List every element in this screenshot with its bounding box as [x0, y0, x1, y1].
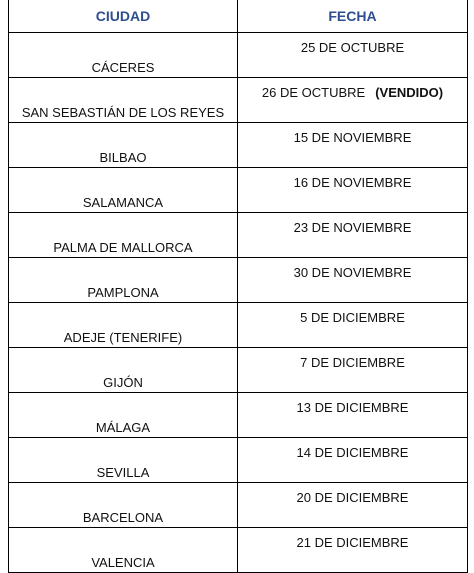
date-cell	[238, 483, 468, 528]
column-header-city: CIUDAD	[9, 0, 238, 33]
date-cell	[238, 528, 468, 573]
table-header	[9, 0, 468, 33]
date-cell	[238, 348, 468, 393]
date-text: 25 DE OCTUBRE	[300, 40, 405, 55]
date-text: 16 DE NOVIEMBRE	[293, 175, 412, 190]
table-row	[9, 33, 468, 78]
date-text: 14 DE DICIEMBRE	[296, 445, 409, 460]
date-text: 13 DE DICIEMBRE	[296, 400, 409, 415]
table-row	[9, 258, 468, 303]
city-cell: GIJÓN	[9, 348, 238, 393]
date-text: 21 DE DICIEMBRE	[296, 535, 409, 550]
date-text: 15 DE NOVIEMBRE	[293, 130, 412, 145]
date-cell	[238, 258, 468, 303]
table-row	[9, 348, 468, 393]
date-cell	[238, 168, 468, 213]
city-cell: PAMPLONA	[9, 258, 238, 303]
date-cell	[238, 303, 468, 348]
header-row	[9, 0, 468, 33]
city-cell: SAN SEBASTIÁN DE LOS REYES	[9, 78, 238, 123]
city-cell: ADEJE (TENERIFE)	[9, 303, 238, 348]
city-cell: SALAMANCA	[9, 168, 238, 213]
city-cell: VALENCIA	[9, 528, 238, 573]
date-text: 23 DE NOVIEMBRE	[293, 220, 412, 235]
date-cell	[238, 213, 468, 258]
table-row	[9, 393, 468, 438]
table-row	[9, 438, 468, 483]
column-header-date: FECHA	[238, 0, 468, 33]
date-cell	[238, 78, 468, 123]
date-cell	[238, 123, 468, 168]
date-text: 7 DE DICIEMBRE	[300, 355, 405, 370]
city-cell: CÁCERES	[9, 33, 238, 78]
city-cell: SEVILLA	[9, 438, 238, 483]
date-cell	[238, 33, 468, 78]
date-cell	[238, 438, 468, 483]
date-cell	[238, 393, 468, 438]
tour-schedule-table	[8, 0, 468, 573]
status-note: (VENDIDO)	[375, 85, 444, 100]
city-cell: BILBAO	[9, 123, 238, 168]
table-row	[9, 528, 468, 573]
table-row	[9, 78, 468, 123]
table-row	[9, 483, 468, 528]
table-row	[9, 213, 468, 258]
city-cell: BARCELONA	[9, 483, 238, 528]
date-text: 5 DE DICIEMBRE	[300, 310, 405, 325]
date-text: 26 DE OCTUBRE	[261, 85, 366, 100]
table-row	[9, 123, 468, 168]
city-cell: MÁLAGA	[9, 393, 238, 438]
date-text: 30 DE NOVIEMBRE	[293, 265, 412, 280]
date-text: 20 DE DICIEMBRE	[296, 490, 409, 505]
table-body	[9, 33, 468, 573]
city-cell: PALMA DE MALLORCA	[9, 213, 238, 258]
table-row	[9, 168, 468, 213]
table-row	[9, 303, 468, 348]
